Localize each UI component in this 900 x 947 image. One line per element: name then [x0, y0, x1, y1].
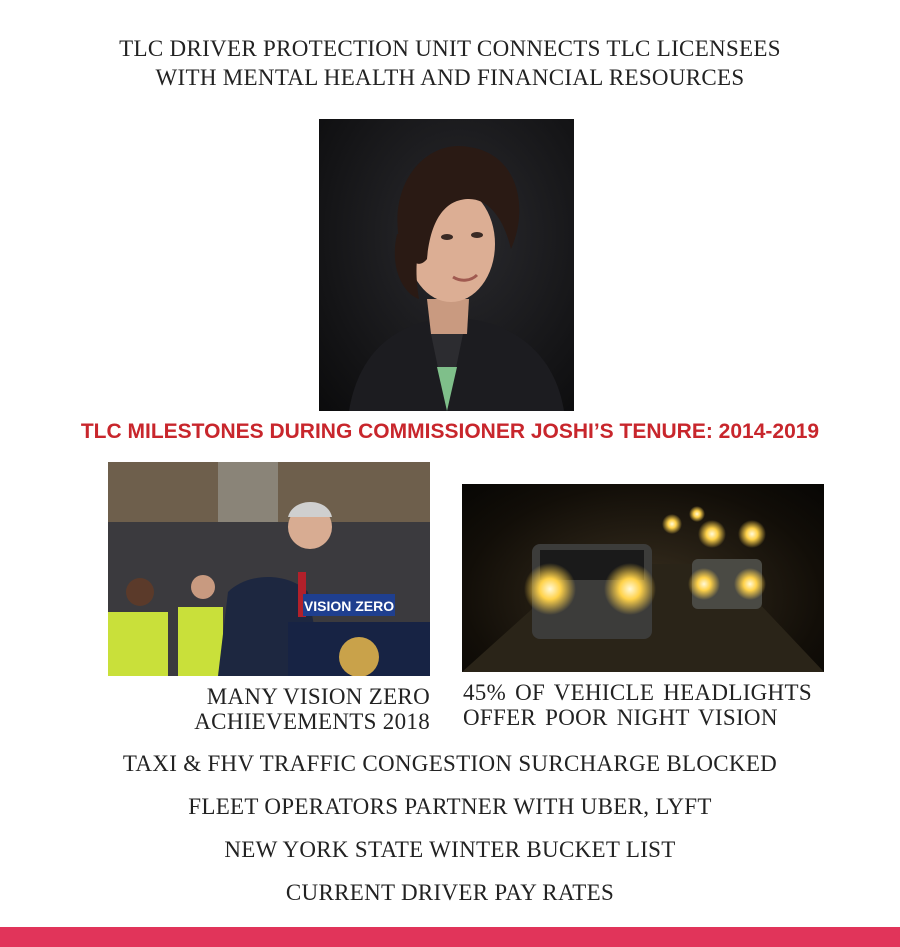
headlights-caption-line-2: OFFER POOR NIGHT VISION [463, 705, 778, 730]
headlights-illustration [462, 484, 824, 672]
vision-zero-illustration [108, 462, 430, 676]
bottom-bar [0, 927, 900, 947]
vision-zero-caption-line-1: MANY VISION ZERO [206, 684, 430, 709]
vision-zero-caption-line-2: ACHIEVEMENTS 2018 [194, 709, 430, 734]
headlights-caption-line-1: 45% OF VEHICLE HEADLIGHTS [463, 680, 812, 705]
item-congestion-surcharge[interactable]: TAXI & FHV TRAFFIC CONGESTION SURCHARGE BLOCKED [122, 751, 778, 776]
headline[interactable] [0, 34, 900, 92]
podium-sign: VISION ZERO [303, 598, 395, 614]
item-fleet-operators[interactable]: FLEET OPERATORS PARTNER WITH UBER, LYFT [188, 794, 712, 819]
vision-zero-caption[interactable] [140, 684, 430, 734]
headlights-caption[interactable] [463, 680, 863, 730]
commissioner-portrait-photo [319, 119, 574, 411]
portrait-illustration [319, 119, 574, 411]
item-driver-pay-rates[interactable]: CURRENT DRIVER PAY RATES [285, 880, 615, 905]
vision-zero-photo [108, 462, 430, 676]
milestones-title: TLC MILESTONES DURING COMMISSIONER JOSHI’S TENURE: 2014-2019 [80, 420, 820, 443]
headlights-photo [462, 484, 824, 672]
item-winter-bucket-list[interactable]: NEW YORK STATE WINTER BUCKET LIST [224, 837, 676, 862]
headline-line-2: WITH MENTAL HEALTH AND FINANCIAL RESOURCES [155, 65, 745, 90]
headline-line-1: TLC DRIVER PROTECTION UNIT CONNECTS TLC LICENSEES [119, 36, 781, 61]
